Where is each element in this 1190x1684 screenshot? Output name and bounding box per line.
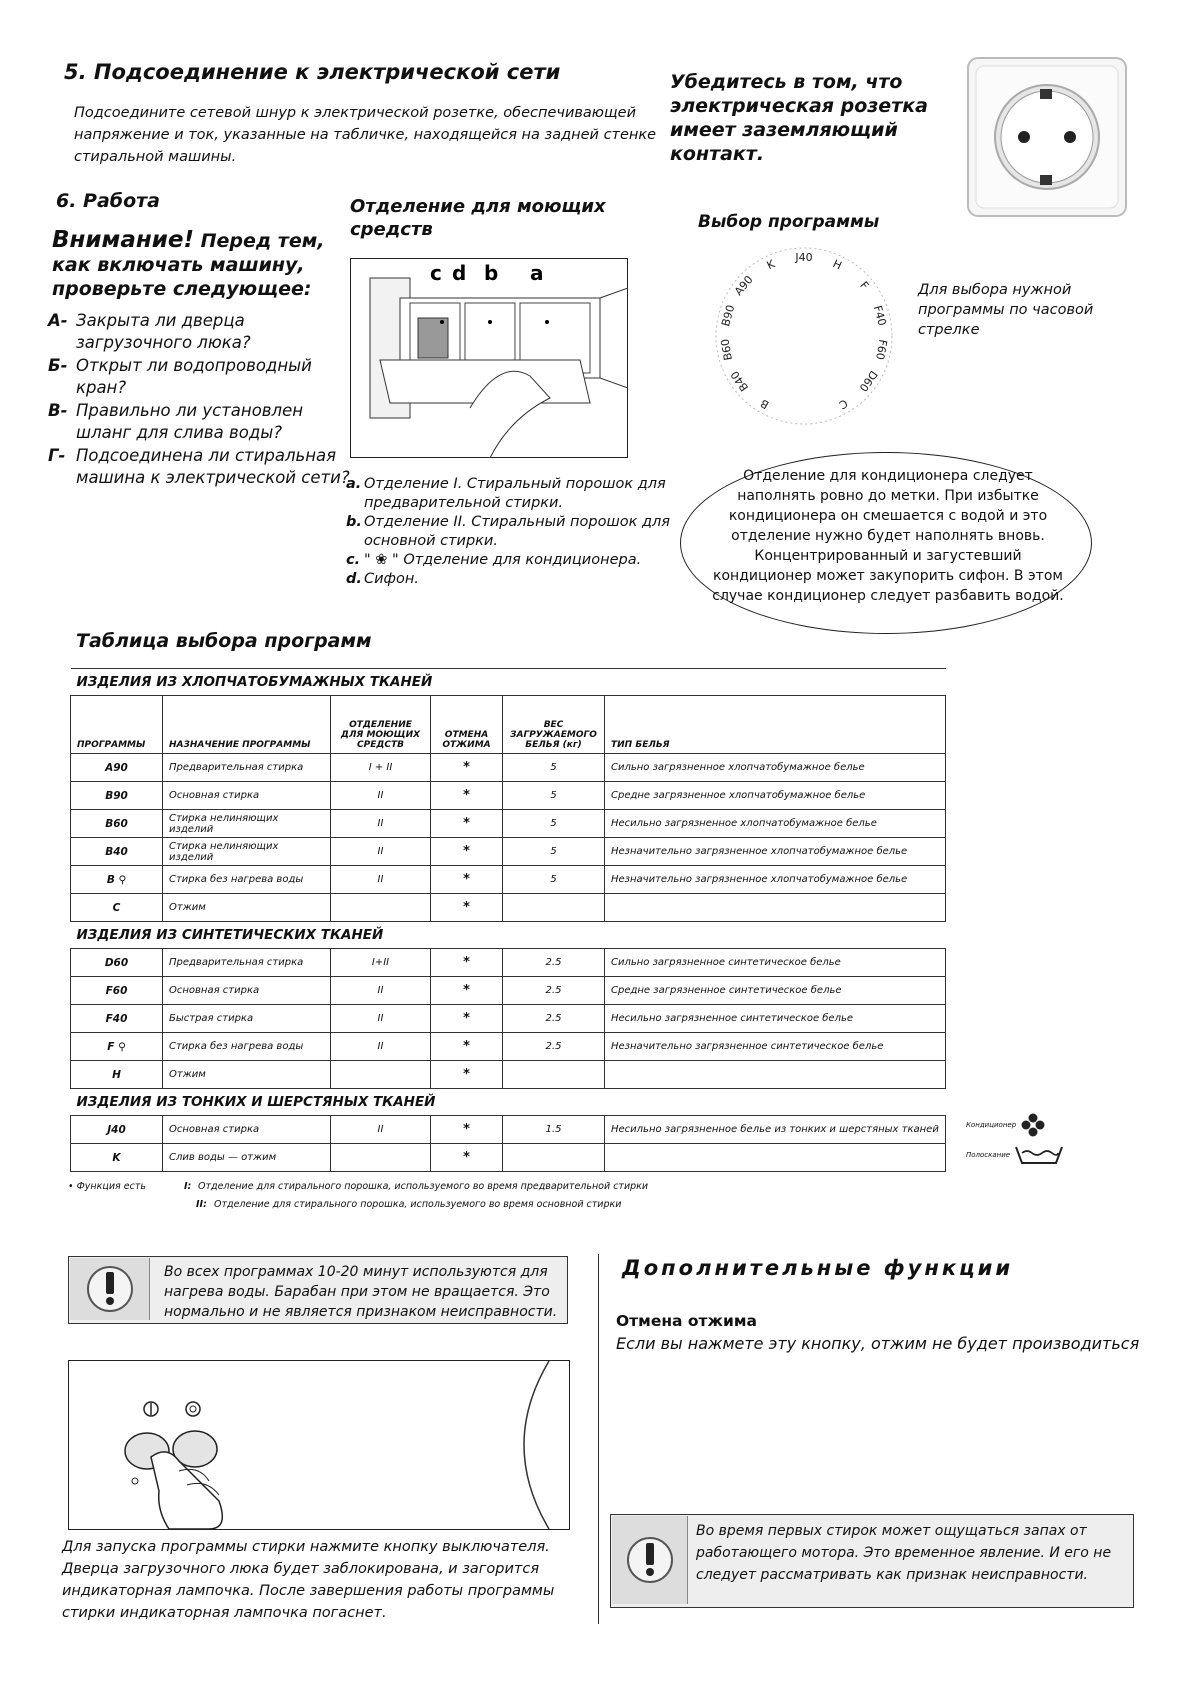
table-row [71,977,946,1005]
check-list [48,310,358,490]
dial-label: B40 [728,368,752,394]
cell-type [605,894,946,922]
cell-prog: F40 [71,1005,163,1033]
check-item: В- Правильно ли установлен шланг для слива воды? [48,401,304,442]
dial-label: F [857,278,872,293]
check-item: Б- Открыт ли водопроводный кран? [48,356,312,397]
table-header: НАЗНАЧЕНИЕ ПРОГРАММЫ [163,696,331,754]
conditioner-legend: Кондиционер [966,1112,1086,1138]
legend-item: c. " ❀ " Отделение для кондиционера. [346,552,642,568]
legend-item: d. Сифон. [346,571,419,587]
table-row [71,1144,946,1172]
check-item: А- Закрыта ли дверца загрузочного люка? [48,311,251,352]
cell-comp [331,1061,431,1089]
cell-weight: 2.5 [503,949,605,977]
cell-weight: 5 [503,838,605,866]
table-header: ВЕС ЗАГРУЖАЕМОГО БЕЛЬЯ (кг) [503,696,605,754]
power-button-illustration [68,1360,570,1530]
cell-prog: B40 [71,838,163,866]
cell-comp: II [331,1005,431,1033]
cell-type: Сильно загрязненное хлопчатобумажное белье [605,754,946,782]
cell-weight: 2.5 [503,1033,605,1061]
legend-item: a. Отделение I. Стиральный порошок для предварительной стирки. [346,476,666,511]
cell-prog: D60 [71,949,163,977]
socket-note: Убедитесь в том, что электрическая розетка имеет заземляющий контакт. [670,71,928,165]
drawer-label-b: b [484,261,499,285]
table-footnotes: • Функция есть I: Отделение для стирального порошка, используемого во время предварительной стирки II: Отделение для стирального порошка, используемого во время основной стирки [68,1178,768,1214]
drawer-title: Отделение для моющих средств [350,196,606,240]
dial-label: A90 [731,273,756,299]
cell-spin: * [431,977,503,1005]
cell-comp: I+II [331,949,431,977]
conditioner-note: Отделение для кондиционера следует наполнять ровно до метки. При избытке кондиционера он смешается с водой и это отделение нужно будет наполнять вновь. Концентрированный и загустевший кондиционер может закупорить сифон. В этом случае кондиционер следует разбавить водой. [712,468,1064,604]
dial-label: B [758,396,772,412]
cell-spin: * [431,754,503,782]
table-header: ОТМЕНА ОТЖИМА [431,696,503,754]
cell-prog: B ⚲ [71,866,163,894]
table-row [71,894,946,922]
drawer-illustration [350,258,628,458]
legend-item: b. Отделение II. Стиральный порошок для основной стирки. [346,514,671,549]
table-row [71,949,946,977]
function-note: • Функция есть [68,1181,146,1192]
exclamation-icon [70,1258,150,1320]
rinse-basin-icon [1014,1144,1064,1166]
table-row [71,754,946,782]
cell-type: Несильно загрязненное синтетическое белье [605,1005,946,1033]
cell-spin: * [431,1144,503,1172]
cell-purpose: Слив воды — отжим [163,1144,331,1172]
cell-prog: C [71,894,163,922]
section5-body: Подсоедините сетевой шнур к электрической розетке, обеспечивающей напряжение и ток, указанные на табличке, находящейся на задней стенке стиральной машины. [74,105,657,165]
cell-weight [503,1144,605,1172]
dial-label: J40 [795,251,813,264]
cell-purpose: Основная стирка [163,782,331,810]
table-header-row [71,696,946,754]
table-row [71,1116,946,1144]
table-section-header: ИЗДЕЛИЯ ИЗ ТОНКИХ И ШЕРСТЯНЫХ ТКАНЕЙ [71,1089,946,1116]
cell-comp: II [331,866,431,894]
cell-comp: II [331,1033,431,1061]
cell-purpose: Предварительная стирка [163,949,331,977]
cell-spin: * [431,838,503,866]
table-row [71,810,946,838]
cell-weight: 5 [503,754,605,782]
section6-title: 6. Работа [56,190,160,212]
table-header: ПРОГРАММЫ [71,696,163,754]
table-header: ТИП БЕЛЬЯ [605,696,946,754]
cell-purpose: Стирка нелиняющих изделий [163,810,331,838]
cell-type: Сильно загрязненное синтетическое белье [605,949,946,977]
warning-rest: Перед тем, как включать машину, проверьте следующее: [52,230,325,300]
cell-weight: 1.5 [503,1116,605,1144]
dial-note: Для выбора нужной программы по часовой стрелке [918,282,1094,338]
cell-spin: * [431,949,503,977]
cell-prog: A90 [71,754,163,782]
cell-purpose: Отжим [163,894,331,922]
cell-spin: * [431,1005,503,1033]
cell-spin: * [431,810,503,838]
cell-comp: II [331,782,431,810]
program-dial [712,244,896,428]
cell-type: Незначительно загрязненное хлопчатобумажное белье [605,838,946,866]
cell-prog: F60 [71,977,163,1005]
table-title: Таблица выбора программ [76,630,372,652]
cell-purpose: Основная стирка [163,977,331,1005]
dial-label: F40 [870,304,889,328]
dial-label: D60 [856,368,881,394]
warning-heading [52,228,362,301]
warning-big: Внимание! [52,227,194,253]
cell-weight: 5 [503,810,605,838]
drawer-label-c: c [430,261,442,285]
cell-weight: 5 [503,782,605,810]
dial-label: C [836,396,850,412]
cell-comp [331,1144,431,1172]
cell-prog: H [71,1061,163,1089]
cell-spin: * [431,1033,503,1061]
column-divider [598,1254,599,1624]
info-heating-text: Во всех программах 10-20 минут используются для нагрева воды. Барабан при этом не вращается. Это нормально и не является признаком неисправности. [164,1264,558,1320]
dial-label: H [830,257,844,273]
table-row [71,1033,946,1061]
table-row [71,866,946,894]
cell-purpose: Предварительная стирка [163,754,331,782]
cell-weight: 5 [503,866,605,894]
cell-purpose: Основная стирка [163,1116,331,1144]
dial-label: B90 [719,303,738,328]
cell-purpose: Стирка без нагрева воды [163,1033,331,1061]
cell-prog: K [71,1144,163,1172]
spin-cancel-title: Отмена отжима [616,1312,757,1330]
table-row [71,1005,946,1033]
check-item: Г- Подсоединена ли стиральная машина к электрической сети? [48,446,350,487]
cell-weight [503,1061,605,1089]
program-select-title: Выбор программы [698,212,880,232]
cell-purpose: Стирка нелиняющих изделий [163,838,331,866]
cell-type [605,1061,946,1089]
drawer-label-a: a [530,261,544,285]
cell-type: Несильно загрязненное хлопчатобумажное белье [605,810,946,838]
table-row [71,1061,946,1089]
cell-prog: B60 [71,810,163,838]
cell-purpose: Быстрая стирка [163,1005,331,1033]
spin-cancel-text: Если вы нажмете эту кнопку, отжим не будет производиться [616,1334,1140,1353]
cell-type: Несильно загрязненное белье из тонких и шерстяных тканей [605,1116,946,1144]
cell-spin: * [431,894,503,922]
cell-purpose: Отжим [163,1061,331,1089]
cell-purpose: Стирка без нагрева воды [163,866,331,894]
cell-prog: J40 [71,1116,163,1144]
cell-spin: * [431,866,503,894]
cell-comp: II [331,977,431,1005]
socket-illustration [966,56,1128,218]
cell-type: Средне загрязненное хлопчатобумажное белье [605,782,946,810]
exclamation-icon [612,1516,688,1604]
cell-prog: B90 [71,782,163,810]
section5-title: 5. Подсоединение к электрической сети [64,60,561,84]
cell-comp [331,894,431,922]
cell-type: Незначительно загрязненное хлопчатобумажное белье [605,866,946,894]
table-row [71,782,946,810]
cell-spin: * [431,1116,503,1144]
program-table [70,668,946,1172]
table-section-header: ИЗДЕЛИЯ ИЗ ХЛОПЧАТОБУМАЖНЫХ ТКАНЕЙ [71,669,946,696]
cell-type: Средне загрязненное синтетическое белье [605,977,946,1005]
cell-spin: * [431,782,503,810]
table-header: ОТДЕЛЕНИЕ ДЛЯ МОЮЩИХ СРЕДСТВ [331,696,431,754]
side-legend [966,1112,1086,1166]
cell-comp: I + II [331,754,431,782]
cell-weight: 2.5 [503,977,605,1005]
cell-comp: II [331,810,431,838]
cell-type: Незначительно загрязненное синтетическое белье [605,1033,946,1061]
cell-comp: II [331,838,431,866]
cell-type [605,1144,946,1172]
drawer-legend [346,475,676,589]
rinse-legend: Полоскание [966,1144,1086,1166]
dial-label: F60 [873,338,890,361]
conditioner-flower-icon [1020,1112,1046,1138]
start-instructions: Для запуска программы стирки нажмите кнопку выключателя. Дверца загрузочного люка будет заблокирована, и загорится индикаторная лампочка. После завершения работы программы стирки индикаторная лампочка погаснет. [62,1539,555,1621]
cell-spin: * [431,1061,503,1089]
cell-comp: II [331,1116,431,1144]
table-row [71,838,946,866]
cell-weight [503,894,605,922]
extra-functions-title: Дополнительные функции [622,1256,1014,1280]
cell-prog: F ⚲ [71,1033,163,1061]
dial-label: K [764,257,777,273]
drawer-label-d: d [452,261,467,285]
table-section-header: ИЗДЕЛИЯ ИЗ СИНТЕТИЧЕСКИХ ТКАНЕЙ [71,922,946,949]
cell-weight: 2.5 [503,1005,605,1033]
dial-label: B60 [718,337,735,362]
info-motor-text: Во время первых стирок может ощущаться запах от работающего мотора. Это временное явление. И его не следует рассматривать как признак неисправности. [696,1523,1112,1583]
